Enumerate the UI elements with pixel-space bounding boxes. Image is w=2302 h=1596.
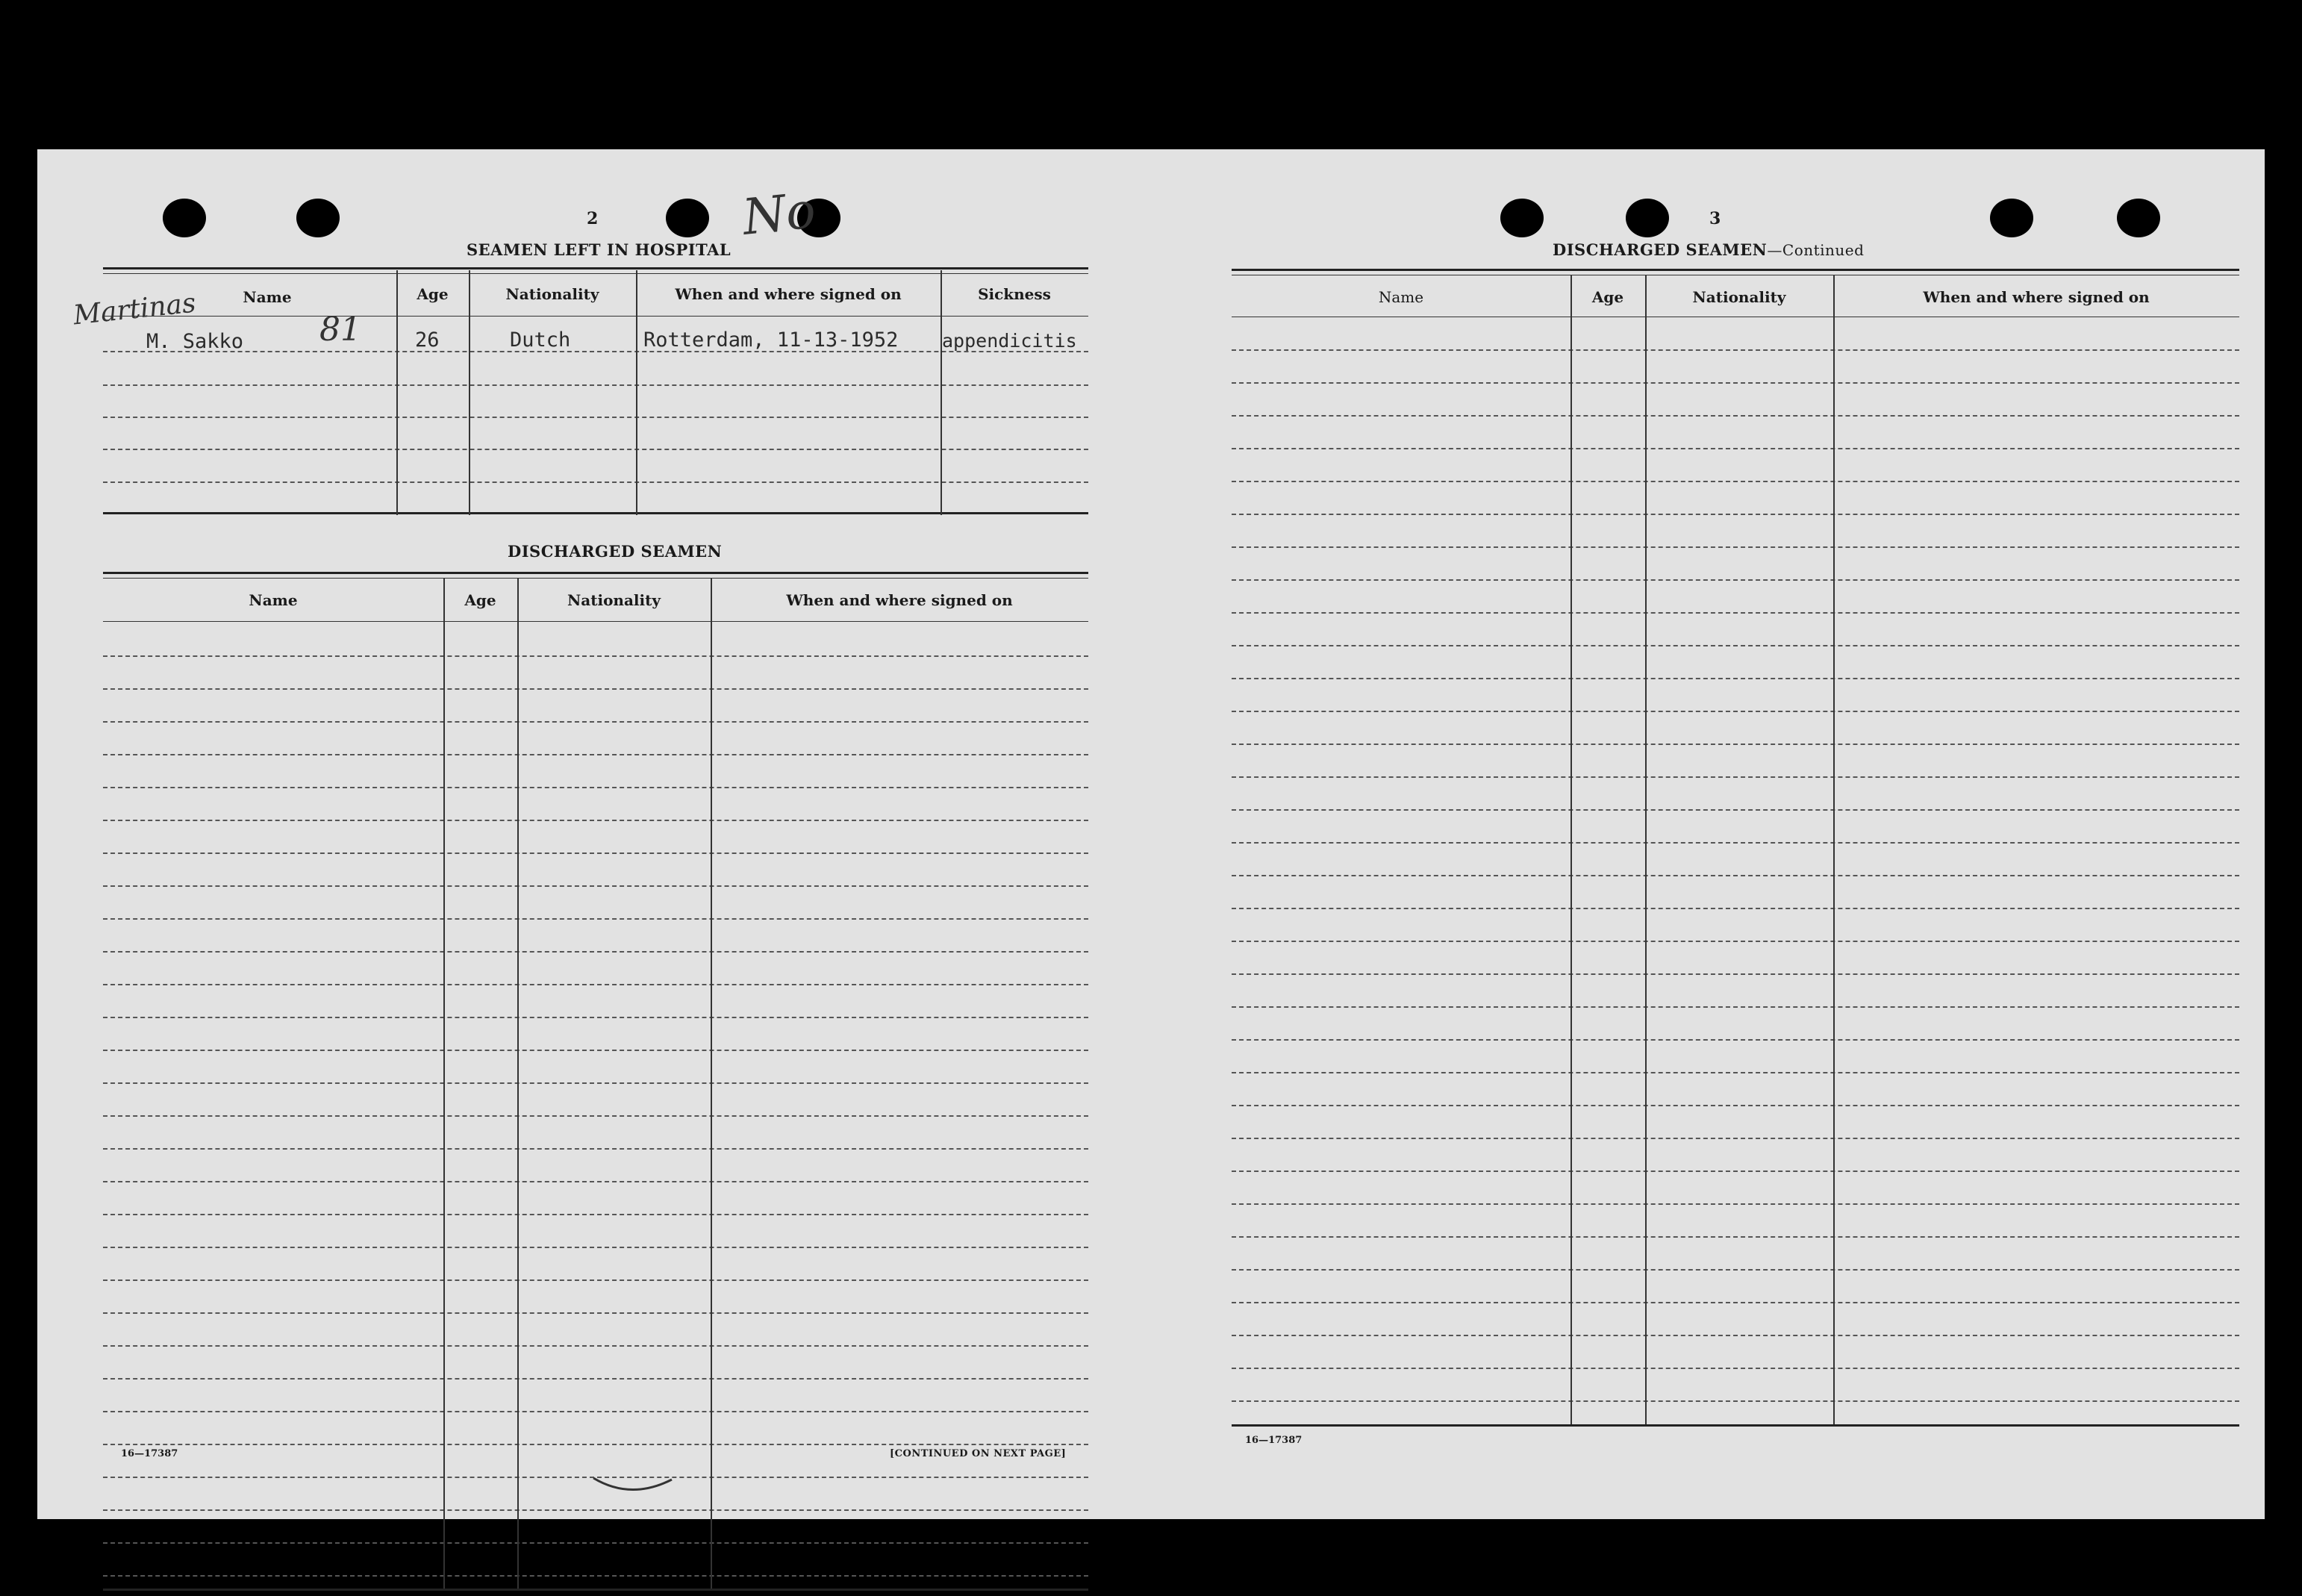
blank-row-line	[1232, 546, 2239, 548]
blank-row-line	[1232, 1335, 2239, 1336]
blank-row-line	[103, 951, 1088, 953]
blank-row-line	[1232, 1400, 2239, 1402]
blank-row-line	[1232, 612, 2239, 614]
header-name: Name	[243, 288, 292, 306]
handwritten-name-note: Martinas	[72, 287, 198, 331]
blank-row-line	[1232, 973, 2239, 975]
blank-row-line	[103, 1509, 1088, 1511]
pencil-mark	[590, 1471, 679, 1500]
blank-row-line	[1232, 1269, 2239, 1271]
blank-row-line	[1232, 514, 2239, 515]
blank-row-line	[103, 820, 1088, 821]
blank-row-line	[103, 787, 1088, 788]
blank-row-line	[1232, 1236, 2239, 1238]
blank-row-line	[1232, 579, 2239, 581]
blank-row-line	[1232, 1170, 2239, 1172]
discharged-table-right	[1232, 269, 2239, 1433]
blank-row-line	[103, 1082, 1088, 1084]
header-nationality: Nationality	[567, 591, 661, 609]
hospital-row-signed-on: Rotterdam, 11-13-1952	[643, 328, 899, 352]
blank-row-line	[103, 1279, 1088, 1281]
blank-row-line	[1232, 1105, 2239, 1106]
blank-row-line	[1232, 1138, 2239, 1139]
blank-row-line	[1232, 1039, 2239, 1041]
blank-row-line	[103, 1575, 1088, 1577]
punch-hole	[1500, 199, 1544, 237]
blank-row-line	[1232, 349, 2239, 351]
blank-row-line	[103, 918, 1088, 920]
punch-hole	[163, 199, 206, 237]
punch-hole	[296, 199, 340, 237]
blank-row-line	[103, 1312, 1088, 1314]
discharged-title-main: DISCHARGED SEAMEN	[1553, 240, 1768, 259]
hospital-row-age: 26	[415, 328, 440, 352]
blank-row-line	[1232, 1006, 2239, 1008]
blank-row-line	[103, 885, 1088, 887]
hospital-row-sickness: appendicitis	[942, 330, 1077, 352]
blank-row-line	[1232, 744, 2239, 745]
blank-row-line	[1232, 875, 2239, 876]
header-name: Name	[249, 591, 298, 609]
blank-row-line	[1232, 842, 2239, 844]
header-name: Name	[1378, 288, 1424, 306]
blank-row-line	[1232, 1302, 2239, 1303]
blank-row-line	[103, 984, 1088, 985]
punch-hole	[666, 199, 709, 237]
blank-row-line	[103, 1444, 1088, 1445]
blank-row-line	[1232, 645, 2239, 646]
discharged-continued-title	[1553, 240, 1864, 259]
handwritten-mark: 81	[319, 311, 361, 349]
header-signed-on: When and where signed on	[1923, 288, 2150, 306]
blank-row-line	[1232, 809, 2239, 811]
header-sickness: Sickness	[978, 285, 1051, 303]
header-age: Age	[464, 591, 496, 609]
blank-row-line	[1232, 415, 2239, 417]
blank-row-line	[103, 655, 1088, 657]
header-nationality: Nationality	[1692, 288, 1786, 306]
hospital-section-title: SEAMEN LEFT IN HOSPITAL	[467, 240, 732, 259]
header-age: Age	[417, 285, 449, 303]
hospital-row-name: M. Sakko	[146, 330, 244, 353]
blank-row-line	[103, 1214, 1088, 1215]
header-age: Age	[1591, 288, 1624, 306]
header-signed-on: When and where signed on	[786, 591, 1013, 609]
blank-row-line	[103, 688, 1088, 690]
header-nationality: Nationality	[505, 285, 599, 303]
blank-row-line	[103, 1148, 1088, 1150]
blank-row-line	[103, 1378, 1088, 1380]
blank-row-line	[1232, 1368, 2239, 1369]
hospital-table	[72, 267, 1088, 521]
discharged-title-continued: —Continued	[1767, 241, 1865, 259]
discharged-section-title: DISCHARGED SEAMEN	[508, 542, 723, 561]
blank-row-line	[103, 1050, 1088, 1051]
blank-row-line	[103, 1115, 1088, 1117]
punch-hole	[2117, 199, 2160, 237]
blank-row-line	[1232, 941, 2239, 942]
blank-row-line	[103, 754, 1088, 755]
punch-hole	[1626, 199, 1669, 237]
blank-row-line	[103, 1411, 1088, 1412]
blank-row-line	[1232, 678, 2239, 679]
blank-row-line	[1232, 908, 2239, 909]
page-number-left: 2	[587, 209, 599, 228]
blank-row-line	[1232, 1203, 2239, 1205]
manifest-sheet	[37, 149, 2265, 1519]
hospital-row-nationality: Dutch	[510, 328, 571, 352]
blank-row-line	[1232, 481, 2239, 482]
blank-row-line	[103, 852, 1088, 854]
blank-row-line	[103, 1181, 1088, 1182]
blank-row-line	[103, 721, 1088, 723]
discharged-table-left	[103, 572, 1088, 1596]
blank-row-line	[103, 1247, 1088, 1248]
blank-row-line	[103, 1542, 1088, 1544]
blank-row-line	[1232, 1072, 2239, 1073]
punch-hole	[1990, 199, 2033, 237]
page-number-right: 3	[1709, 209, 1721, 228]
continued-note: [CONTINUED ON NEXT PAGE]	[890, 1448, 1067, 1459]
header-signed-on: When and where signed on	[675, 285, 902, 303]
blank-row-line	[1232, 776, 2239, 778]
form-number-left: 16—17387	[121, 1448, 178, 1459]
form-number-right: 16—17387	[1245, 1435, 1303, 1446]
handwritten-annotation-no: No	[740, 181, 819, 246]
blank-row-line	[1232, 382, 2239, 384]
blank-row-line	[103, 1345, 1088, 1347]
blank-row-line	[1232, 711, 2239, 712]
blank-row-line	[1232, 448, 2239, 449]
blank-row-line	[103, 1017, 1088, 1018]
